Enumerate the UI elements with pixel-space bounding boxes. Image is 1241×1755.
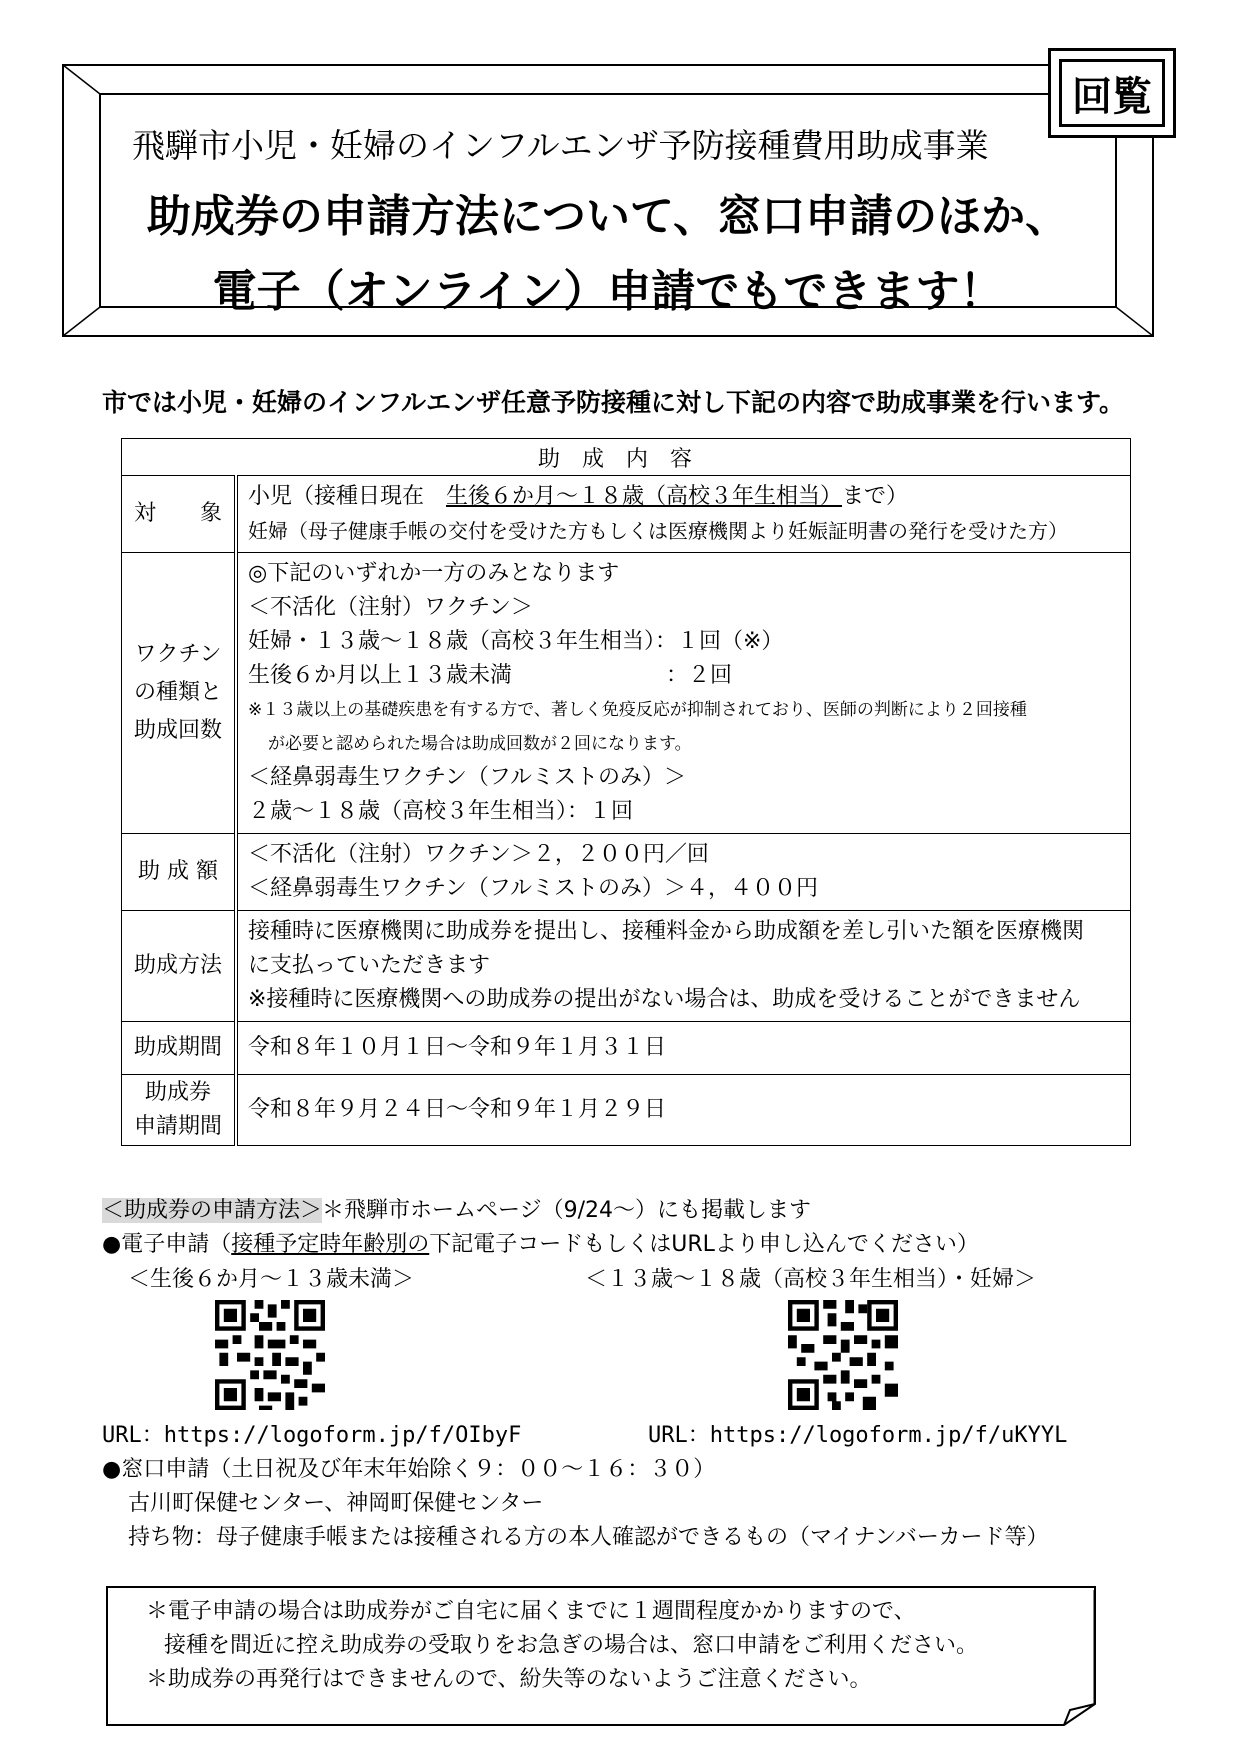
circulation-stamp xyxy=(1048,48,1176,138)
table-row-target xyxy=(122,476,1131,553)
row-value-period: 令和８年１０月１日～令和９年１月３１日 xyxy=(236,1022,1131,1075)
subsidy-table xyxy=(121,438,1131,1146)
online-prefix: ●電子申請（ xyxy=(102,1232,232,1257)
group-a-label: ＜生後６か月～１３歳未満＞ xyxy=(128,1267,415,1292)
table-header-row xyxy=(122,439,1131,476)
online-apply-line xyxy=(102,1227,979,1258)
target-line1-underlined: 生後６か月～１８歳（高校３年生相当） xyxy=(446,484,843,509)
amount-line: ＜経鼻弱毒生ワクチン（フルミストのみ）＞４，４００円 xyxy=(248,876,819,901)
row-label-target: 対 象 xyxy=(122,476,237,553)
intro-text: 市では小児・妊婦のインフルエンザ任意予防接種に対し下記の内容で助成事業を行います。 xyxy=(102,388,1125,417)
row-value-apply-period: 令和８年９月２４日～令和９年１月２９日 xyxy=(236,1075,1131,1146)
online-suffix: 下記電子コードもしくはURLより申し込んでください） xyxy=(429,1232,979,1257)
table-header: 助成内容 xyxy=(122,439,1131,476)
note-line: ＊助成券の再発行はできませんので、紛失等のないようご注意ください。 xyxy=(146,1667,872,1692)
row-value-method xyxy=(236,911,1131,1022)
qr-code-a[interactable] xyxy=(215,1300,325,1410)
vaccine-note-line1: ※１３歳以上の基礎疾患を有する方で、著しく免疫反応が抑制されており、医師の判断により２回接種 xyxy=(248,700,1027,720)
url-a-link[interactable]: URL：https://logoform.jp/f/OIbyF xyxy=(102,1423,522,1448)
group-b-label: ＜１３歳～１８歳（高校３年生相当）・妊婦＞ xyxy=(585,1267,1037,1292)
target-line1-suffix: まで） xyxy=(842,484,909,509)
vaccine-line: ＜経鼻弱毒生ワクチン（フルミストのみ）＞ xyxy=(248,765,687,790)
amount-line: ＜不活化（注射）ワクチン＞２，２００円／回 xyxy=(248,842,709,867)
vaccine-line: ＜不活化（注射）ワクチン＞ xyxy=(248,595,533,620)
note-box xyxy=(106,1586,1096,1726)
header-subtitle: 飛騨市小児・妊婦のインフルエンザ予防接種費用助成事業 xyxy=(132,126,989,165)
row-value-amount xyxy=(236,834,1131,911)
table-row-apply-period xyxy=(122,1075,1131,1146)
apply-period-label-line1: 助成券 xyxy=(144,1080,211,1105)
table-row-period xyxy=(122,1022,1131,1075)
online-underlined: 接種予定時年齢別の xyxy=(231,1232,430,1257)
header-title-line2: 電子（オンライン）申請でもできます！ xyxy=(212,266,1004,317)
target-line1-prefix: 小児（接種日現在 xyxy=(248,484,447,509)
apply-heading-note: ＊飛騨市ホームページ（9/24～）にも掲載します xyxy=(322,1198,811,1223)
vaccine-line: ２歳～１８歳（高校３年生相当）：１回 xyxy=(248,799,634,824)
note-line: ＊電子申請の場合は助成券がご自宅に届くまでに１週間程度かかりますので、 xyxy=(146,1599,916,1624)
target-line2: 妊婦（母子健康手帳の交付を受けた方もしくは医療機関より妊娠証明書の発行を受けた方） xyxy=(248,519,1068,543)
apply-heading: ＜助成券の申請方法＞ xyxy=(102,1198,323,1223)
counter-items: 持ち物：母子健康手帳または接種される方の本人確認ができるもの（マイナンバーカード等） xyxy=(128,1525,1049,1550)
table-row-method xyxy=(122,911,1131,1022)
method-line: 接種時に医療機関に助成券を提出し、接種料金から助成額を差し引いた額を医療機関 xyxy=(248,919,1085,944)
stamp-label: 回覧 xyxy=(1059,59,1165,127)
method-line: に支払っていただきます xyxy=(248,953,491,978)
url-b-link[interactable]: URL：https://logoform.jp/f/uKYYL xyxy=(648,1423,1068,1448)
counter-apply-line: ●窓口申請（土日祝及び年末年始除く９：００～１６：３０） xyxy=(102,1457,716,1482)
table-row-amount xyxy=(122,834,1131,911)
vaccine-line: 生後６か月以上１３歳未満 ：２回 xyxy=(248,663,733,688)
row-label-vaccine: ワクチンの種類と助成回数 xyxy=(122,553,237,834)
row-label-method: 助成方法 xyxy=(122,911,237,1022)
row-value-target xyxy=(236,476,1131,553)
row-label-apply-period xyxy=(122,1075,237,1146)
header-title-line1: 助成券の申請方法について、窓口申請のほか、 xyxy=(146,191,1070,242)
note-line: 接種を間近に控え助成券の受取りをお急ぎの場合は、窓口申請をご利用ください。 xyxy=(164,1633,979,1658)
vaccine-note-line2: が必要と認められた場合は助成回数が２回になります。 xyxy=(268,734,692,754)
row-label-period: 助成期間 xyxy=(122,1022,237,1075)
qr-code-b[interactable] xyxy=(788,1300,898,1410)
table-row-vaccine xyxy=(122,553,1131,834)
vaccine-line: ◎下記のいずれか一方のみとなります xyxy=(248,561,620,586)
vaccine-line: 妊婦・１３歳～１８歳（高校３年生相当）：１回（※） xyxy=(248,629,784,654)
apply-heading-line xyxy=(102,1193,811,1224)
row-label-amount: 助 成 額 xyxy=(122,834,237,911)
row-value-vaccine xyxy=(236,553,1131,834)
method-line: ※接種時に医療機関への助成券の提出がない場合は、助成を受けることができません xyxy=(248,987,1081,1012)
apply-period-label-line2: 申請期間 xyxy=(133,1114,222,1139)
counter-places: 古川町保健センター、神岡町保健センター xyxy=(128,1491,544,1516)
